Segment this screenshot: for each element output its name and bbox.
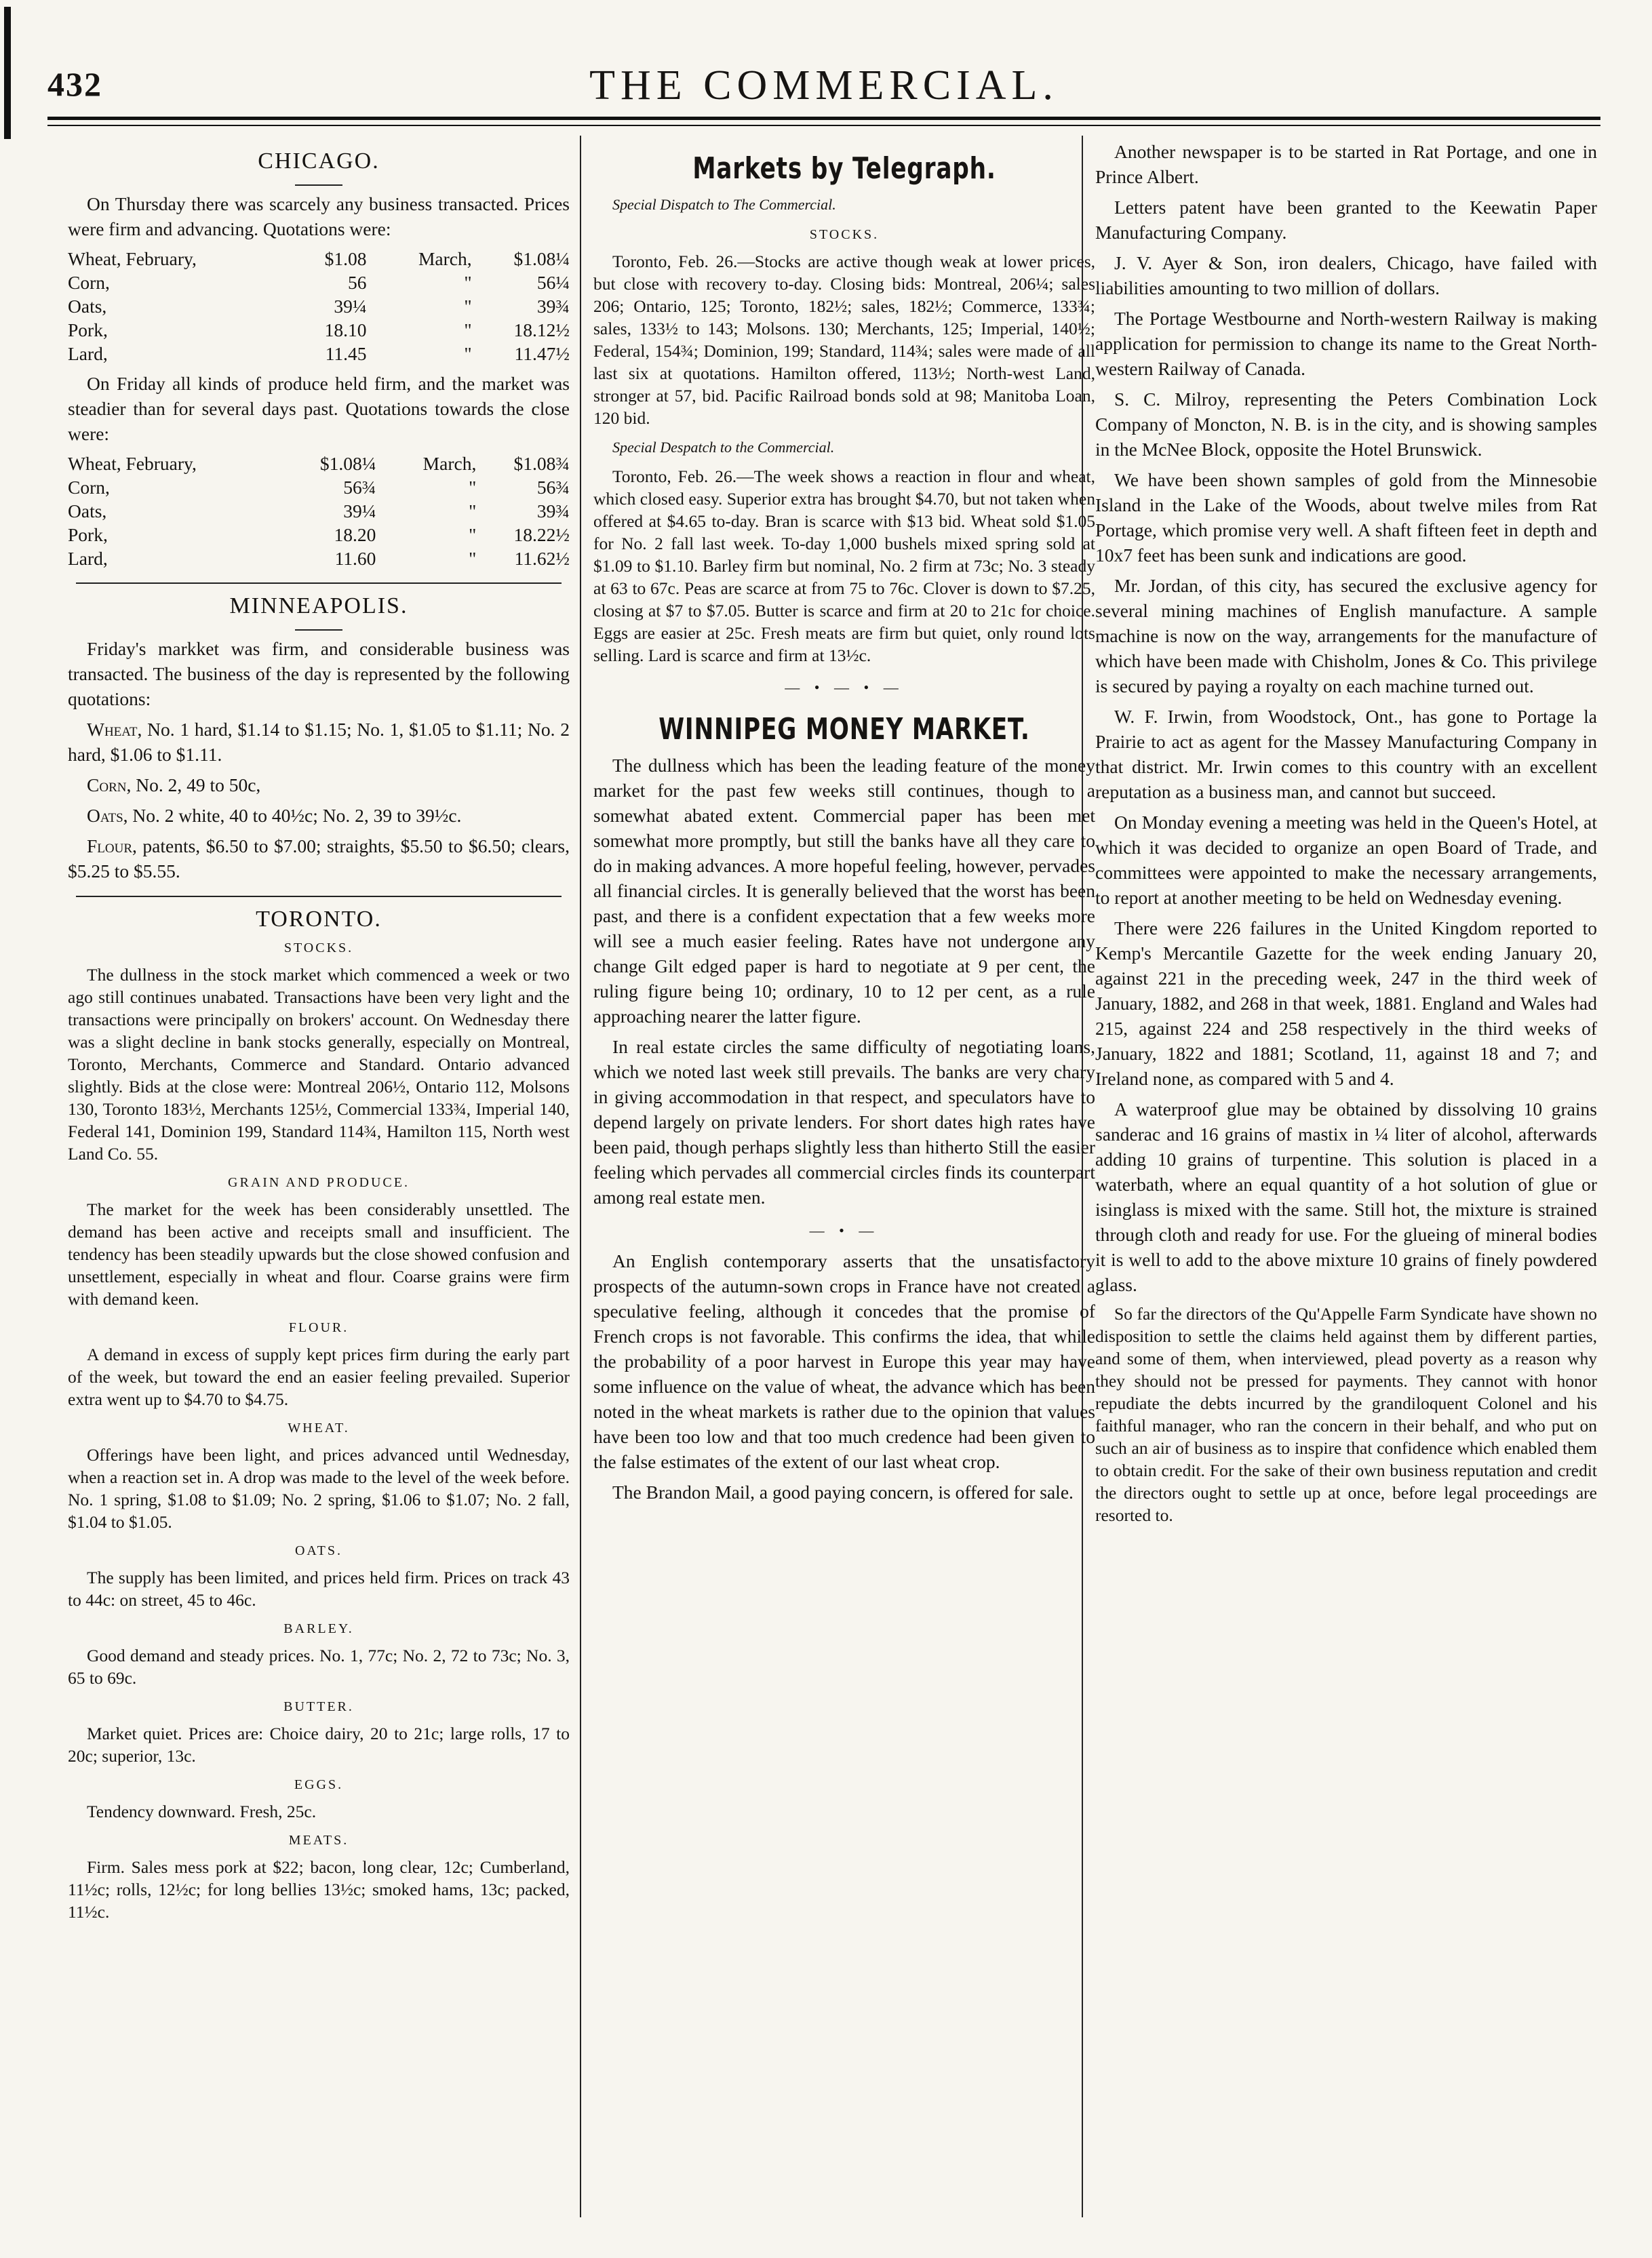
money-paragraph: The dullness which has been the leading feature of the money market for the past few weeks still continues, though to a somewhat abated extent. Commercial paper has been met somewhat more promptly, but still the banks have all they care to do in making advances. A more hopeful feeling, however, pervades all financial circles. It is generally believed that the worst has been past, and there is a confident expectation that a few weeks more will see a much easier feeling. Rates have not undergone any change Gilt edged paper is hard to negotiate at 9 per cent, the ruling figure being 10; ordinary, 10 to 12 per cent, as a rule approaching nearer the latter figure. bbox=[593, 755, 1095, 1027]
quote-mar: 56¼ bbox=[536, 272, 570, 293]
subheading: BUTTER. bbox=[283, 1699, 354, 1714]
subheading: FLOUR. bbox=[288, 1320, 349, 1335]
quote-mar: 11.62½ bbox=[514, 548, 570, 569]
quote-label: Corn, bbox=[87, 774, 132, 795]
section-divider bbox=[76, 896, 562, 897]
quote-row bbox=[68, 294, 570, 318]
ornament-divider: — • — bbox=[809, 1222, 880, 1239]
quote-row bbox=[68, 318, 570, 342]
quote-feb: 39¼ bbox=[343, 500, 376, 521]
news-item: Letters patent have been granted to the Keewatin Paper Manufacturing Company. bbox=[1095, 197, 1597, 243]
minneapolis-wheat bbox=[68, 717, 570, 767]
quote-month: " bbox=[469, 548, 477, 569]
quote-feb: $1.08¼ bbox=[319, 453, 376, 474]
section-divider bbox=[76, 582, 562, 584]
toronto-eggs: Tendency downward. Fresh, 25c. bbox=[87, 1802, 317, 1821]
quote-mar: $1.08¼ bbox=[513, 248, 570, 269]
news-item: J. V. Ayer & Son, iron dealers, Chicago, have failed with liabilities amounting to two million of dollars. bbox=[1095, 252, 1597, 298]
quote-item: Corn, bbox=[68, 272, 110, 293]
section-heading-telegraph: Markets by Telegraph. bbox=[692, 151, 996, 186]
toronto-wheat: Offerings have been light, and prices advanced until Wednesday, when a reaction set in. A drop was made to the level of the week before. No. 1 spring, $1.08 to $1.09; No. 2 spring, $1.06 to $1.07; No. 2 fall, $1.04 to $1.05. bbox=[68, 1445, 570, 1532]
subheading: MEATS. bbox=[288, 1833, 349, 1848]
quote-month: " bbox=[464, 272, 472, 293]
quote-text: No. 2 white, 40 to 40½c; No. 2, 39 to 39½c. bbox=[127, 805, 462, 826]
column-2 bbox=[593, 139, 1095, 2207]
quote-label: Oats, bbox=[87, 805, 128, 826]
minneapolis-corn bbox=[68, 772, 570, 797]
news-item: W. F. Irwin, from Woodstock, Ont., has gone to Portage la Prairie to act as agent for the Massey Manufacturing Company in that district. Mr. Irwin comes to this country with an excellent reputation as a business man, and cannot but succeed. bbox=[1095, 706, 1597, 802]
quote-month: " bbox=[469, 500, 477, 521]
quote-item: Pork, bbox=[68, 524, 108, 545]
money-paragraph: An English contemporary asserts that the unsatisfactory prospects of the autumn-sown crops in France have not created a speculative feeling, although it concedes that the promise of French crops is not favorable. This confirms the idea, that while the probability of a poor harvest in Europe this year may have some influence on the value of wheat, the advance which has been noted in the wheat markets is rather due to the opinion that values have been too low and that too much credence had been given to the false estimates of the extent of our last wheat crop. bbox=[593, 1250, 1095, 1472]
quote-month: " bbox=[464, 296, 472, 317]
ornament-divider: — • — • — bbox=[785, 679, 904, 696]
subheading: GRAIN AND PRODUCE. bbox=[228, 1175, 410, 1190]
subheading: STOCKS. bbox=[283, 940, 354, 955]
quote-feb: 18.20 bbox=[334, 524, 376, 545]
header-rule-thin bbox=[47, 125, 1600, 126]
quote-text: patents, $6.50 to $7.00; straights, $5.50 to $6.50; clears, $5.25 to $5.55. bbox=[68, 835, 570, 882]
chicago-quotes-friday bbox=[68, 452, 570, 570]
heading-dash bbox=[68, 175, 570, 186]
margin-rule bbox=[4, 7, 11, 139]
telegraph-grain: Toronto, Feb. 26.—The week shows a reaction in flour and wheat, which closed easy. Superior extra has brought $4.70, but not taken when offered at $4.65 to-day. Bran is scarce with $13 bid. Wheat sold $1.05 for No. 2 fall last week. To-day 1,000 bushels mixed spring sold at $1.09 to $1.10. Barley firm but nominal, No. 2 firm at 73c; No. 3 steady at 63 to 67c. Peas are scarce at from 75 to 76c. Clover is down to $7.25, closing at $7 to $7.05. Butter is scarce and firm at 20 to 21c for choice. Eggs are easier at 25c. Fresh meats are firm but quiet, only round lots selling. Lard is scarce and firm at 13½c. bbox=[593, 467, 1095, 665]
quote-month: " bbox=[469, 477, 477, 498]
news-item: We have been shown samples of gold from the Minnesobie Island in the Lake of the Woods, about twelve miles from Rat Portage, which promise very well. A shaft fifteen feet in depth and 10x7 feet has been sunk and indications are good. bbox=[1095, 469, 1597, 566]
subheading: STOCKS. bbox=[809, 227, 880, 242]
news-item: There were 226 failures in the United Kingdom reported to Kemp's Mercantile Gazette for the week ending January 20, against 221 in the preceding week, 247 in the third week of January, 1882, and 268 in that week, 1881. England and Wales had 215, against 224 and 258 respectively in the third weeks of January, 1822 and 1881; Scotland, 11, against 18 and 7; and Ireland none, as compared with 5 and 4. bbox=[1095, 917, 1597, 1089]
telegraph-stocks: Toronto, Feb. 26.—Stocks are active though weak at lower prices, but close with recovery to-day. Closing bids: Montreal, 206¼; sales 206; Ontario, 125; Toronto, 182½; sales, 182½; Commerce, 133¾; sales, 133½ to 143; Molsons. 130; Merchants, 125; Imperial, 140½; Federal, 154¾; Dominion, 199; Standard, 114¾; sales were made of all last six at quotations. Hamilton offered, 113½; North-west Land, stronger at 57, bid. Pacific Railroad bonds sold at 98; Manitoba Loan, 120 bid. bbox=[593, 252, 1095, 428]
quote-row bbox=[68, 499, 570, 523]
quote-feb: 56 bbox=[348, 272, 367, 293]
quote-mar: $1.08¾ bbox=[513, 453, 570, 474]
quote-item: Lard, bbox=[68, 548, 108, 569]
toronto-grain: The market for the week has been considerably unsettled. The demand has been active and receipts small and insufficient. The tendency has been steadily upwards but the close showed confusion and unsettlement, especially in wheat and flour. Coarse grains were firm with demand keen. bbox=[68, 1200, 570, 1309]
quote-text: No. 1 hard, $1.14 to $1.15; No. 1, $1.05 to $1.11; No. 2 hard, $1.06 to $1.11. bbox=[68, 719, 570, 765]
subheading: WHEAT. bbox=[288, 1421, 350, 1435]
news-item: So far the directors of the Qu'Appelle Farm Syndicate have shown no disposition to settle the claims held against them by different parties, and some of them, when interviewed, plead poverty as a reason why they should not be pressed for payments. They cannot with honor repudiate the debts incurred by the grandiloquent Colonel and his faithful manager, who ran the concern in their behalf, and who put on such an air of business as to inspire that confidence which enabled them to obtain credit. For the sake of their own business reputation and credit the directors ought to settle up at once, before legal proceedings are resorted to. bbox=[1095, 1304, 1597, 1525]
minneapolis-flour bbox=[68, 833, 570, 884]
news-item: Another newspaper is to be started in Rat Portage, and one in Prince Albert. bbox=[1095, 141, 1597, 187]
quote-row bbox=[68, 452, 570, 475]
page-header bbox=[47, 64, 1600, 112]
chicago-paragraph: On Thursday there was scarcely any business transacted. Prices were firm and advancing. Quotations were: bbox=[68, 193, 570, 239]
quote-mar: 18.12½ bbox=[513, 319, 570, 340]
news-item: The Portage Westbourne and North-western Railway is making application for permission to change its name to the Great North-western Railway of Canada. bbox=[1095, 308, 1597, 379]
minneapolis-oats bbox=[68, 803, 570, 828]
subheading: EGGS. bbox=[294, 1777, 344, 1792]
quote-feb: 11.45 bbox=[325, 343, 367, 364]
chicago-paragraph: On Friday all kinds of produce held firm, and the market was steadier than for several days past. Quotations towards the close were: bbox=[68, 373, 570, 444]
quote-text: No. 2, 49 to 50c, bbox=[131, 774, 261, 795]
page-number: 432 bbox=[47, 65, 102, 103]
quote-item: Oats, bbox=[68, 296, 107, 317]
header-rule-thick bbox=[47, 117, 1600, 120]
quote-row bbox=[68, 523, 570, 547]
quote-item: Pork, bbox=[68, 319, 108, 340]
news-item: Mr. Jordan, of this city, has secured the exclusive agency for several mining machines of English manufacture. A sample machine is now on the way, arrangements for the manufacture of which have been made with Chisholm, Jones & Co. This privilege is secured by paying a royalty on each machine turned out. bbox=[1095, 575, 1597, 696]
masthead: THE COMMERCIAL. bbox=[589, 62, 1059, 108]
toronto-flour: A demand in excess of supply kept prices firm during the early part of the week, but toward the end an easier feeling prevailed. Superior extra went up to $4.70 to $4.75. bbox=[68, 1345, 570, 1409]
quote-row bbox=[68, 547, 570, 570]
quote-month: " bbox=[469, 524, 477, 545]
toronto-barley: Good demand and steady prices. No. 1, 77c; No. 2, 72 to 73c; No. 3, 65 to 69c. bbox=[68, 1646, 570, 1688]
dispatch-line: Special Despatch to the Commercial. bbox=[612, 439, 835, 456]
quote-feb: $1.08 bbox=[324, 248, 367, 269]
section-heading-chicago: CHICAGO. bbox=[258, 148, 380, 174]
column-1 bbox=[68, 139, 570, 2207]
quote-item: Oats, bbox=[68, 500, 107, 521]
quote-feb: 56¾ bbox=[343, 477, 376, 498]
quote-feb: 18.10 bbox=[324, 319, 367, 340]
news-item: S. C. Milroy, representing the Peters Combination Lock Company of Moncton, N. B. is in the city, and is showing samples in the McNee Block, opposite the Hotel Brunswick. bbox=[1095, 389, 1597, 460]
minneapolis-paragraph: Friday's markket was firm, and considerable business was transacted. The business of the day is represented by the following quotations: bbox=[68, 638, 570, 709]
quote-label: Wheat, bbox=[87, 719, 142, 740]
section-heading-minneapolis: MINNEAPOLIS. bbox=[229, 593, 408, 618]
chicago-quotes-thursday bbox=[68, 247, 570, 365]
section-heading-money-market: WINNIPEG MONEY MARKET. bbox=[658, 712, 1030, 747]
quote-item: Wheat, February, bbox=[68, 248, 197, 269]
quote-row bbox=[68, 271, 570, 294]
quote-item: Lard, bbox=[68, 343, 108, 364]
quote-mar: 56¾ bbox=[536, 477, 570, 498]
quote-mar: 39¾ bbox=[536, 500, 570, 521]
subheading: BARLEY. bbox=[283, 1621, 354, 1636]
news-item: On Monday evening a meeting was held in the Queen's Hotel, at which it was decided to organize an open Board of Trade, and committees were appointed to make the necessary arrangements, to report at another meeting to be held on Wednesday evening. bbox=[1095, 812, 1597, 908]
money-paragraph: In real estate circles the same difficulty of negotiating loans, which we noted last week still prevails. The banks are very chary in giving accommodation in that respect, and speculators have to depend largely on private lenders. For short dates high rates have been paid, though perhaps slightly less than hitherto Still the easier feeling which pervades all commercial circles finds its counterpart among real estate men. bbox=[593, 1036, 1095, 1208]
toronto-oats: The supply has been limited, and prices held firm. Prices on track 43 to 44c: on street, 45 to 46c. bbox=[68, 1568, 570, 1610]
section-heading-toronto: TORONTO. bbox=[256, 907, 382, 932]
toronto-stocks: The dullness in the stock market which commenced a week or two ago still continues unabated. Transactions have been very light and the transactions were principally on brokers' account. On Wednesday there was a slight decline in bank stocks generally, especially on Montreal, Toronto, Merchants, Commerce and Standard. Ontario advanced slightly. Bids at the close were: Montreal 206½, Ontario 112, Molsons 130, Toronto 183½, Merchants 125½, Commercial 133¾, Imperial 140, Federal 141, Dominion 199, Standard 114¾, Hamilton 115, North west Land Co. 55. bbox=[68, 965, 570, 1164]
news-item: A waterproof glue may be obtained by dissolving 10 grains sanderac and 16 grains of mastix in ¼ liter of alcohol, afterwards adding 10 grains of turpentine. This solution is placed in a waterbath, where an equal quantity of a hot solution of glue or isinglass is mixed with the same. Still hot, the mixture is strained through cloth and ready for use. For the glueing of mineral bodies it is well to add to the above mixture 10 grains of finely powdered glass. bbox=[1095, 1098, 1597, 1295]
column-divider bbox=[580, 136, 581, 2217]
toronto-butter: Market quiet. Prices are: Choice dairy, 20 to 21c; large rolls, 17 to 20c; superior, 13c. bbox=[68, 1724, 570, 1766]
quote-month: " bbox=[464, 343, 472, 364]
quote-feb: 39¼ bbox=[334, 296, 367, 317]
quote-row bbox=[68, 342, 570, 365]
quote-mar: 18.22½ bbox=[513, 524, 570, 545]
quote-row bbox=[68, 475, 570, 499]
quote-month: " bbox=[464, 319, 472, 340]
quote-item: Wheat, February, bbox=[68, 453, 197, 474]
quote-mar: 11.47½ bbox=[514, 343, 570, 364]
quote-row bbox=[68, 247, 570, 271]
subheading: OATS. bbox=[294, 1543, 342, 1558]
quote-feb: 11.60 bbox=[334, 548, 376, 569]
toronto-meats: Firm. Sales mess pork at $22; bacon, long clear, 12c; Cumberland, 11½c; rolls, 12½c; for long bellies 13½c; smoked hams, 13c; packed, 11½c. bbox=[68, 1857, 570, 1922]
quote-item: Corn, bbox=[68, 477, 110, 498]
quote-mar: 39¾ bbox=[536, 296, 570, 317]
column-3 bbox=[1095, 139, 1597, 2207]
money-paragraph: The Brandon Mail, a good paying concern, is offered for sale. bbox=[612, 1482, 1074, 1503]
dispatch-line: Special Dispatch to The Commercial. bbox=[612, 196, 836, 213]
quote-month: March, bbox=[422, 453, 477, 474]
quote-label: Flour, bbox=[87, 835, 137, 856]
heading-dash bbox=[68, 620, 570, 631]
quote-month: March, bbox=[418, 248, 472, 269]
